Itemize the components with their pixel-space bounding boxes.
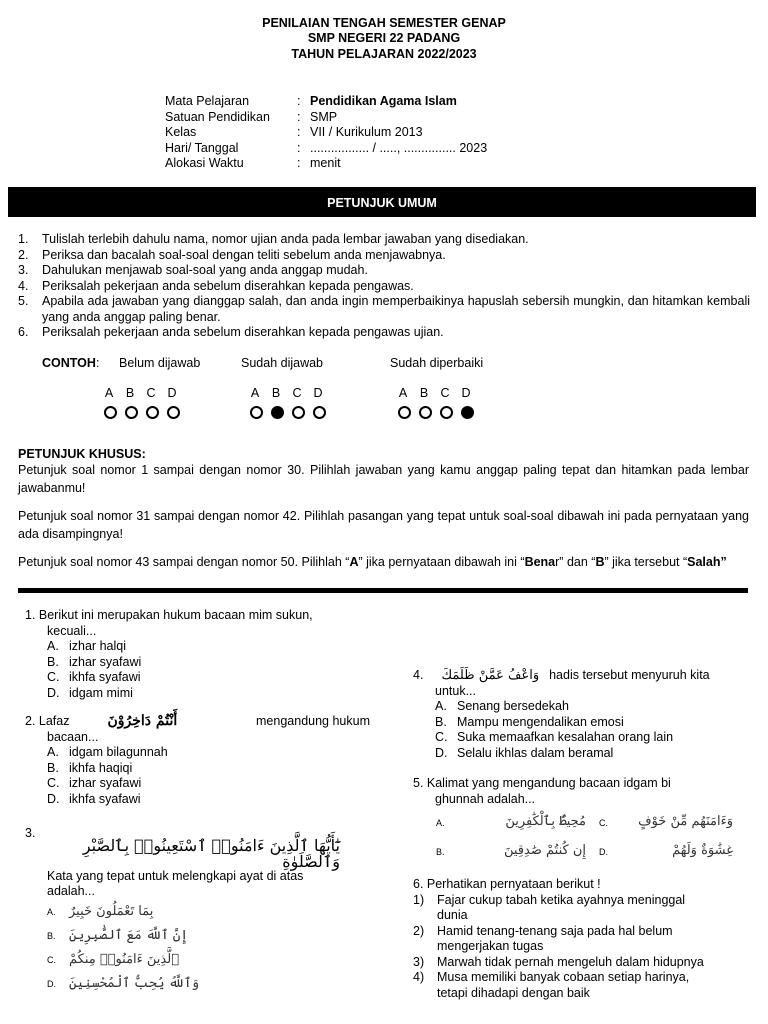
- statement: 1) Fajar cukup tabah ketika ayahnya meninggal dunia: [413, 892, 686, 922]
- statement: 4) Musa memiliki banyak cobaan setiap harinya, tetapi dihadapi dengan baik: [413, 970, 690, 1000]
- statement: 2) Hamid tenang-tenang saja pada hal belum mengerjakan tugas: [413, 923, 673, 953]
- answer-bubble: [419, 406, 432, 419]
- exam-title: PENILAIAN TENGAH SEMESTER GENAP: [262, 16, 506, 30]
- option: D. Selalu ikhlas dalam beramal: [435, 745, 614, 760]
- question-3: 3. يَٰٓأَيُّهَا ٱلَّذِينَ ءَامَنُوا۟ ٱسْتَعِينُوا۟ بِٱلصَّبْرِ وَٱلصَّلَوٰةِ Kata yang tepat untuk melengkapi ayat di atas adalah... A. بِمَا تَعْمَلُونَ خَبِيرٌ B. إِنَّ ٱللَّهَ مَعَ ٱلصَّٰبِرِينَ C. ٱلَّذِينَ ءَامَنُوا۟ مِنكُمْ D. وَٱللَّهُ يُحِبُّ ٱلْمُحْسِنِينَ: [25, 826, 370, 996]
- option: D. ikhfa syafawi: [47, 791, 141, 806]
- option: إِن كُنتُمْ صَٰدِقِينَ: [503, 843, 586, 858]
- answer-bubble: [313, 406, 326, 419]
- statement: 3) Marwah tidak pernah mengeluh dalam hidupnya: [413, 954, 704, 969]
- school-name: SMP NEGERI 22 PADANG: [307, 31, 461, 45]
- exam-info: [165, 94, 487, 172]
- answer-bubble: [398, 406, 411, 419]
- question-6: 6. Perhatikan pernyataan berikut ! 1) Fajar cukup tabah ketika ayahnya meninggal dunia 2) Hamid tenang-tenang saja pada hal belum mengerjakan tugas 3) Marwah tidak pernah mengeluh dalam hidupnya 4) Musa memiliki banyak cobaan setiap harinya, tetapi dihadapi dengan baik: [413, 877, 749, 1001]
- example-col-fixed: Sudah diperbaiki: [390, 356, 484, 370]
- special-instructions-title: PETUNJUK KHUSUS:: [18, 447, 146, 461]
- list-item: 6. Periksalah pekerjaan anda sebelum diserahkan kepada pengawas ujian.: [18, 325, 444, 339]
- option: A. idgam bilagunnah: [47, 745, 168, 759]
- arabic-hadith: وَاعْفُ عَمَّنْ ظَلَمَكَ: [441, 668, 540, 683]
- list-item: 2. Periksa dan bacalah soal-soal dengan teliti sebelum anda menjawabnya.: [18, 247, 446, 262]
- example-col-unanswered: Belum dijawab: [119, 356, 201, 370]
- option: C. ikhfa syafawi: [47, 670, 141, 684]
- list-item: 3. Dahulukan menjawab soal-soal yang anda anggap mudah.: [18, 263, 368, 277]
- arabic-verse: يَٰٓأَيُّهَا ٱلَّذِينَ ءَامَنُوا۟ ٱسْتَعِينُوا۟ بِٱلصَّبْرِ وَٱلصَّلَوٰةِ: [82, 836, 340, 871]
- answer-bubble: [146, 406, 159, 419]
- info-row-date: Hari/ Tanggal : ................. / ....., ............... 2023: [165, 140, 488, 155]
- bubble-group-answered: A B C D: [250, 386, 326, 419]
- subject-value: Pendidikan Agama Islam: [310, 94, 457, 108]
- arabic-phrase: أَنْتُمْ دَاخِرُوْنَ: [107, 713, 178, 729]
- option: B. izhar syafawi: [47, 654, 142, 669]
- list-item: 4. Periksalah pekerjaan anda sebelum diserahkan kepada pengawas.: [18, 278, 414, 293]
- bubble-group-unanswered: A B C D: [104, 386, 180, 419]
- example-label: CONTOH: [42, 356, 96, 370]
- example-col-answered: Sudah dijawab: [241, 356, 324, 370]
- option: B. ikhfa haqiqi: [47, 760, 133, 775]
- special-instruction-2: Petunjuk soal nomor 31 sampai dengan nomor 42. Pilihlah pasangan yang tepat untuk soal-soal dibawah ini pada pernyataan yang ada disampingnya!: [18, 509, 749, 541]
- answer-bubble: [167, 406, 180, 419]
- special-instruction-3: Petunjuk soal nomor 43 sampai dengan nomor 50. Pilihlah “A” jika pernyataan dibawah ini “Benar” dan “B” jika tersebut “Salah”: [18, 555, 727, 569]
- option: غِشَٰوَةٌ وَلَهُمْ: [672, 843, 733, 858]
- option: B. Mampu mengendalikan emosi: [435, 714, 624, 729]
- info-row-level: Satuan Pendidikan : SMP: [165, 109, 338, 124]
- info-row-time: Alokasi Waktu : menit: [165, 156, 341, 170]
- option: C. Suka memaafkan kesalahan orang lain: [435, 730, 674, 744]
- option: D. وَٱللَّهُ يُحِبُّ ٱلْمُحْسِنِينَ: [47, 975, 200, 991]
- option: A. Senang bersedekah: [435, 699, 569, 713]
- question-4: 4. وَاعْفُ عَمَّنْ ظَلَمَكَ hadis tersebut menyuruh kita untuk... A. Senang bersedekah B. Mampu mengendalikan emosi C. Suka memaafkan kesalahan orang lain D. Selalu ikhlas dalam beramal: [413, 668, 748, 761]
- option: B. إِنَّ ٱللَّهَ مَعَ ٱلصَّٰبِرِينَ: [47, 927, 189, 943]
- question-5: 5. Kalimat yang mengandung bacaan idgam bi ghunnah adalah...: [413, 776, 671, 806]
- answer-bubble: [292, 406, 305, 419]
- special-instruction-1: Petunjuk soal nomor 1 sampai dengan nomor 30. Pilihlah jawaban yang kamu anggap paling tepat dan hitamkan pada lembar jawabanmu!: [18, 463, 749, 495]
- bubble-group-fixed: A B C D: [398, 386, 474, 419]
- option: A. izhar halqi: [47, 639, 126, 653]
- info-row-subject: Mata Pelajaran : Pendidikan Agama Islam: [165, 94, 457, 108]
- list-item: 5. Apabila ada jawaban yang dianggap salah, dan anda ingin memperbaikinya hapuslah sebersih mungkin, dan hitamkan kembali yang anda anggap paling benar.: [18, 294, 750, 324]
- answer-bubble: [440, 406, 453, 419]
- answer-bubble: [250, 406, 263, 419]
- academic-year: TAHUN PELAJARAN 2022/2023: [291, 47, 477, 61]
- option: C. izhar syafawi: [47, 776, 142, 790]
- example-block: CONTOH:: [42, 356, 100, 370]
- question-2: 2. Lafaz أَنْتُمْ دَاخِرُوْنَ mengandung hukum bacaan... A. idgam bilagunnah B. ikhfa haqiqi C. izhar syafawi D. ikhfa syafawi: [25, 713, 370, 806]
- option: D. idgam mimi: [47, 685, 133, 700]
- question-1: 1. Berikut ini merupakan hukum bacaan mim sukun, kecuali... A. izhar halqi B. izhar syafawi C. ikhfa syafawi D. idgam mimi: [25, 608, 370, 701]
- general-instructions-list: [18, 232, 750, 341]
- info-row-class: Kelas : VII / Kurikulum 2013: [165, 125, 423, 139]
- section-divider: [18, 588, 748, 593]
- answer-bubble: [125, 406, 138, 419]
- answer-bubble-filled: [461, 406, 474, 419]
- general-instructions-banner: PETUNJUK UMUM: [8, 187, 756, 217]
- answer-bubble-filled: [271, 406, 284, 419]
- option: مُحِيطٌۢ بِٱلْكَٰفِرِينَ: [505, 814, 586, 829]
- answer-bubble: [104, 406, 117, 419]
- option: A. بِمَا تَعْمَلُونَ خَبِيرٌ: [47, 903, 154, 919]
- list-item: 1. Tulislah terlebih dahulu nama, nomor ujian anda pada lembar jawaban yang disediakan.: [18, 232, 529, 246]
- option: C. ٱلَّذِينَ ءَامَنُوا۟ مِنكُمْ: [47, 951, 180, 967]
- option: وَءَامَنَهُم مِّنْ خَوْفٍ: [638, 814, 733, 829]
